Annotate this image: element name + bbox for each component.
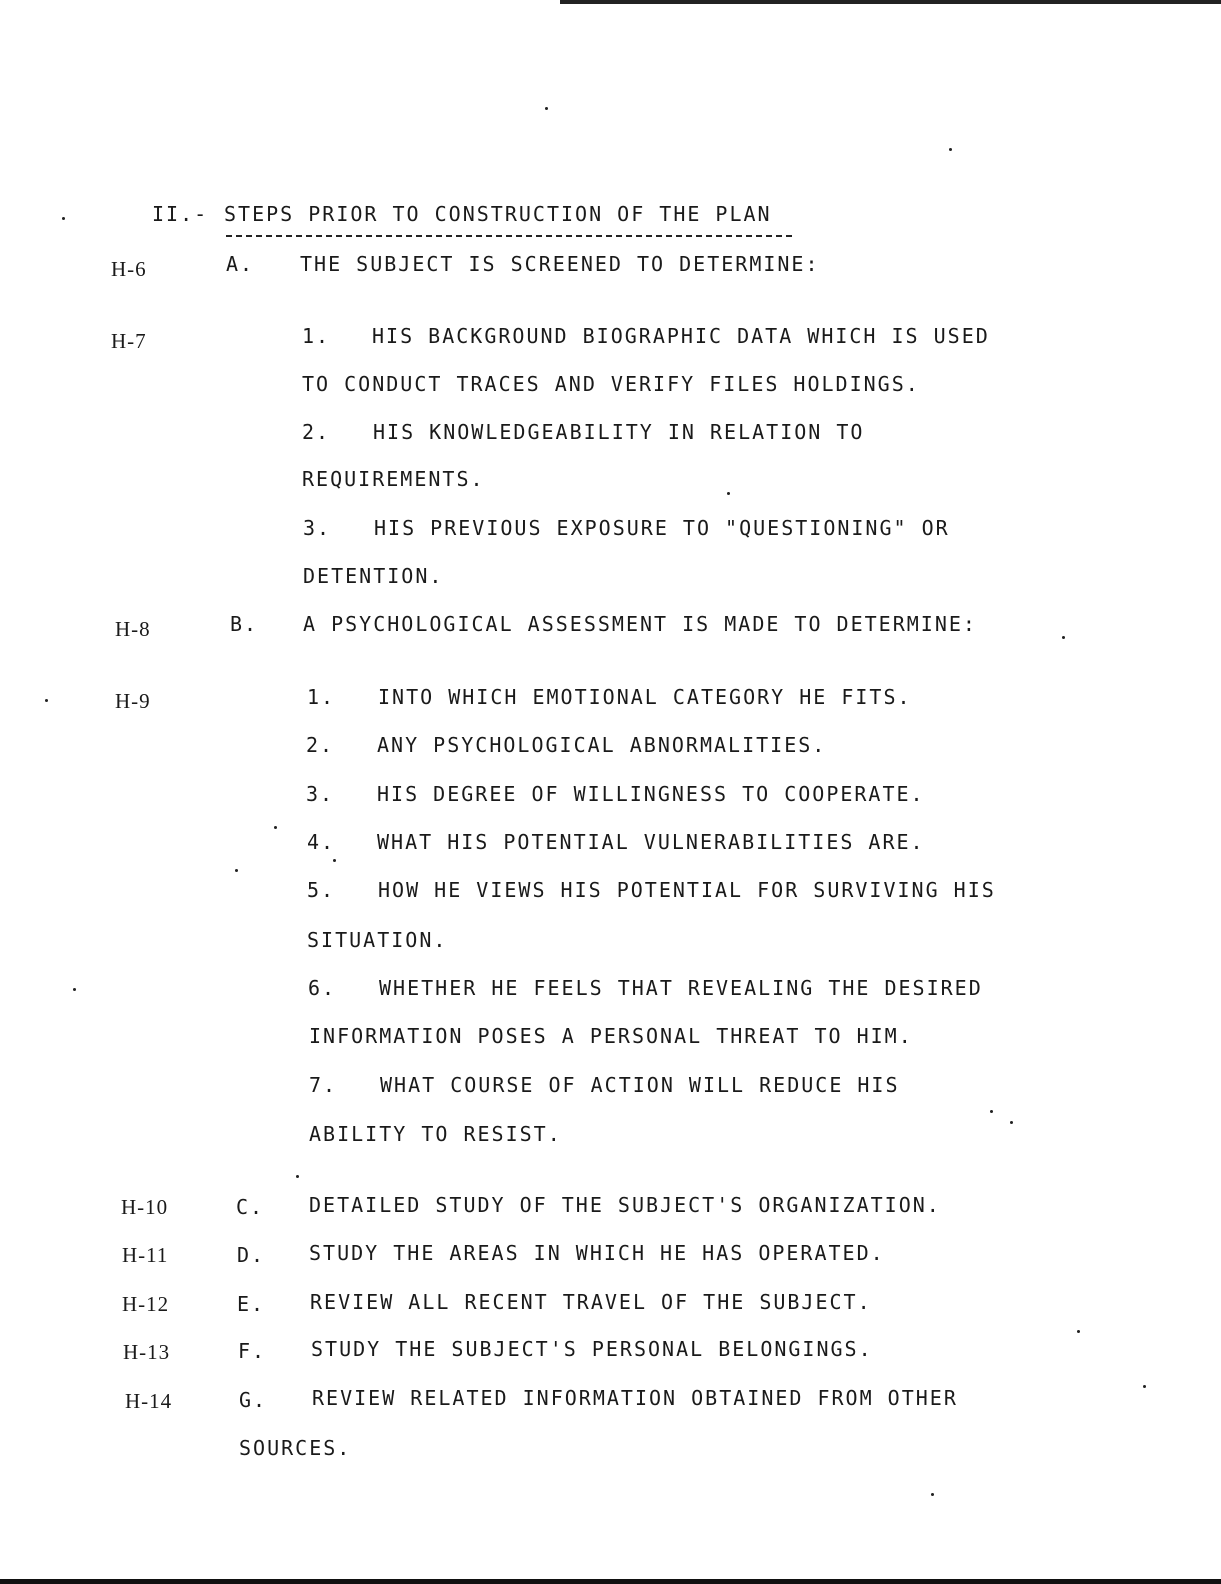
item-marker: 4. [307,830,336,854]
item-marker: 3. [306,782,335,806]
item-text: A PSYCHOLOGICAL ASSESSMENT IS MADE TO DETERMINE: [303,612,977,636]
margin-code: H-11 [122,1243,169,1267]
margin-code: H-14 [125,1389,173,1413]
item-text: HIS DEGREE OF WILLINGNESS TO COOPERATE. [377,782,925,806]
margin-code: H-8 [115,617,151,641]
scan-speck [333,859,336,862]
item-text: HIS BACKGROUND BIOGRAPHIC DATA WHICH IS USED [372,324,990,348]
scan-speck [1143,1385,1146,1388]
item-marker: E. [237,1292,266,1316]
section-title: STEPS PRIOR TO CONSTRUCTION OF THE PLAN [224,202,772,226]
item-text-continuation: SITUATION. [307,928,448,952]
scan-speck [949,148,952,151]
item-text: INTO WHICH EMOTIONAL CATEGORY HE FITS. [378,685,912,709]
item-text: WHAT COURSE OF ACTION WILL REDUCE HIS [380,1073,900,1097]
margin-code: H-10 [121,1195,169,1219]
item-text: HOW HE VIEWS HIS POTENTIAL FOR SURVIVING HIS [378,878,996,902]
scan-speck [727,492,730,495]
item-text: THE SUBJECT IS SCREENED TO DETERMINE: [300,252,820,276]
item-text-continuation: DETENTION. [303,564,444,588]
item-marker: B. [230,612,259,636]
item-text-continuation: REQUIREMENTS. [302,467,485,491]
item-marker: 2. [306,733,335,757]
item-marker: 1. [307,685,336,709]
scan-speck [1062,636,1065,639]
item-marker: 1. [302,324,331,348]
scan-speck [1010,1121,1013,1124]
item-text: REVIEW RELATED INFORMATION OBTAINED FROM OTHER [312,1386,958,1410]
scan-speck [1077,1330,1080,1333]
scan-speck [235,869,238,872]
item-marker: G. [239,1388,268,1412]
item-text: DETAILED STUDY OF THE SUBJECT'S ORGANIZATION. [309,1193,941,1217]
margin-code: H-13 [123,1340,171,1364]
scan-speck [931,1493,934,1496]
scan-speck [45,699,48,702]
item-text: ANY PSYCHOLOGICAL ABNORMALITIES. [377,733,827,757]
margin-code: H-7 [111,329,147,353]
item-marker: F. [238,1339,267,1363]
margin-code: H-12 [122,1292,170,1316]
item-marker: C. [236,1195,265,1219]
scan-speck [274,826,277,829]
item-text: WHAT HIS POTENTIAL VULNERABILITIES ARE. [377,830,925,854]
scan-speck [62,217,65,220]
scan-edge-top [560,0,1221,4]
item-marker: 5. [307,878,336,902]
item-text: REVIEW ALL RECENT TRAVEL OF THE SUBJECT. [310,1290,872,1314]
margin-code: H-9 [115,689,151,713]
item-text: HIS KNOWLEDGEABILITY IN RELATION TO [373,420,865,444]
item-text: HIS PREVIOUS EXPOSURE TO "QUESTIONING" OR [374,516,950,540]
item-marker: A. [226,252,255,276]
item-text-continuation: TO CONDUCT TRACES AND VERIFY FILES HOLDINGS. [302,372,920,396]
item-text-continuation: SOURCES. [239,1436,352,1460]
scan-speck [545,107,548,110]
item-text-continuation: INFORMATION POSES A PERSONAL THREAT TO HIM. [309,1024,913,1048]
section-numeral: II.- [152,202,209,226]
scan-speck [990,1110,993,1113]
item-text: WHETHER HE FEELS THAT REVEALING THE DESIRED [379,976,983,1000]
item-marker: 6. [308,976,337,1000]
margin-code: H-6 [111,257,147,281]
item-marker: D. [237,1243,266,1267]
item-text-continuation: ABILITY TO RESIST. [309,1122,562,1146]
item-text: STUDY THE AREAS IN WHICH HE HAS OPERATED. [309,1241,885,1265]
scan-speck [73,988,76,991]
title-underline [226,235,792,237]
item-marker: 3. [303,516,332,540]
item-marker: 7. [309,1073,338,1097]
scan-edge-bottom [0,1579,1221,1584]
item-text: STUDY THE SUBJECT'S PERSONAL BELONGINGS. [311,1337,873,1361]
item-marker: 2. [302,420,331,444]
scan-speck [296,1175,299,1178]
